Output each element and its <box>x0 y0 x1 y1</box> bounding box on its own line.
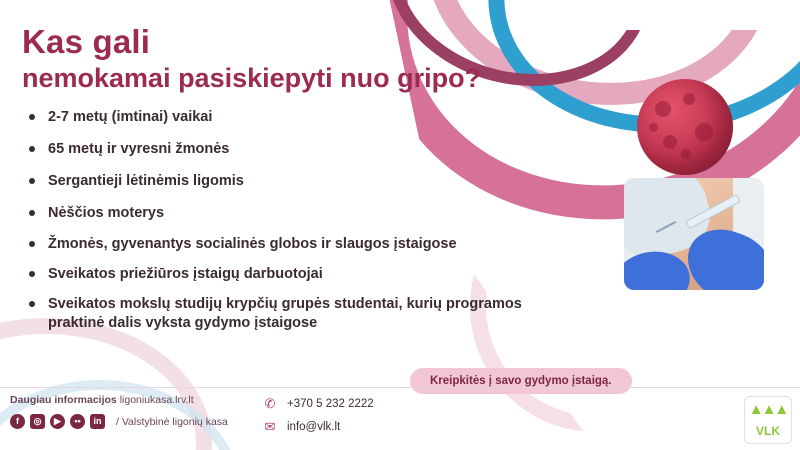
footer <box>0 388 800 450</box>
flickr-icon[interactable]: •• <box>70 414 85 429</box>
email-row <box>262 419 374 435</box>
list-item: Sveikatos mokslų studijų krypčių grupės studentai, kurių programos praktinė dalis vyksta gydymo įstaigose <box>26 295 536 333</box>
headline-line-1: Kas gali <box>22 23 151 60</box>
instagram-icon[interactable]: ◎ <box>30 414 45 429</box>
list-item: Nėščios moterys <box>26 204 536 223</box>
list-item: Žmonės, gyvenantys socialinės globos ir slaugos įstaigose <box>26 235 536 254</box>
virus-body-icon <box>637 79 733 175</box>
list-item: 65 metų ir vyresni žmonės <box>26 140 536 159</box>
list-item: 2-7 metų (imtinai) vaikai <box>26 108 536 127</box>
list-item: Sergantieji lėtinėmis ligomis <box>26 172 536 191</box>
envelope-icon: ✉ <box>264 419 276 434</box>
vaccination-photo <box>624 178 764 290</box>
callout-badge: Kreipkitės į savo gydymo įstaigą. <box>410 368 632 394</box>
page-title <box>22 24 542 95</box>
youtube-icon[interactable]: ▶ <box>50 414 65 429</box>
facebook-icon[interactable]: f <box>10 414 25 429</box>
social-links <box>10 414 228 429</box>
eligibility-list <box>26 108 536 346</box>
email-address[interactable]: info@vlk.lt <box>287 421 341 433</box>
more-info-link[interactable]: ligoniukasa.lrv.lt <box>119 394 194 406</box>
more-info-label: Daugiau informacijos <box>10 394 117 406</box>
more-info <box>10 394 194 406</box>
decorative-mask-top <box>600 0 800 30</box>
list-item: Sveikatos priežiūros įstaigų darbuotojai <box>26 265 536 284</box>
phone-number[interactable]: +370 5 232 2222 <box>287 398 374 410</box>
contact-block <box>262 396 374 442</box>
vlk-logo-text: VLK <box>756 424 780 438</box>
organization-name: / Valstybinė ligonių kasa <box>116 415 228 428</box>
headline-line-2: nemokamai pasiskiepyti nuo gripo? <box>22 62 482 93</box>
linkedin-icon[interactable]: in <box>90 414 105 429</box>
vlk-logo <box>744 396 792 444</box>
phone-icon: ✆ <box>264 396 276 411</box>
people-icon: ▲▲▲ <box>748 401 788 418</box>
phone-row <box>262 396 374 412</box>
